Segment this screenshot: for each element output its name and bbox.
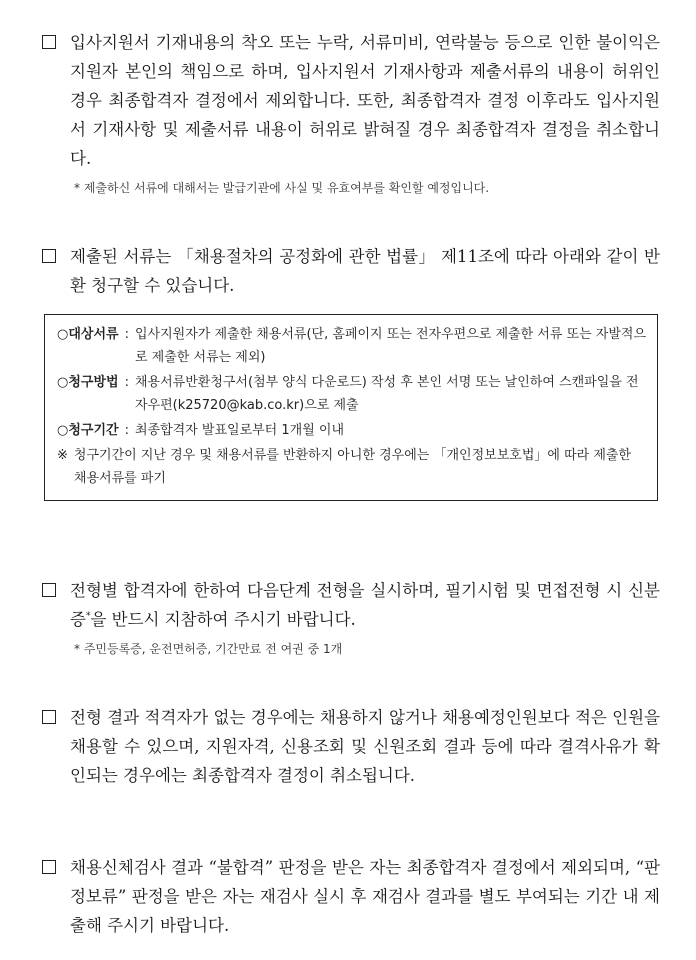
notice-paragraph (40, 28, 660, 173)
checkbox-icon (42, 860, 56, 874)
box-remark (57, 444, 647, 490)
reference-mark-icon: ※ (57, 448, 68, 463)
notice-paragraph (40, 242, 660, 300)
notice-section-3 (40, 576, 660, 657)
notice-paragraph (40, 853, 660, 940)
notice-section-5 (40, 853, 660, 940)
bullet-icon: ○ (57, 327, 69, 342)
box-row-request-method (57, 371, 647, 417)
row-separator: : (124, 375, 129, 390)
checkbox-icon (42, 710, 56, 724)
remark-text: 청구기간이 지난 경우 및 채용서류를 반환하지 아니한 경우에는 「개인정보보호법」에 따라 제출한 채용서류를 파기 (73, 448, 631, 486)
row-separator: : (124, 327, 129, 342)
notice-section-4 (40, 703, 660, 790)
notice-paragraph (40, 576, 660, 634)
document-return-info-box (44, 314, 658, 501)
notice-text-continued: 을 반드시 지참하여 주시기 바랍니다. (90, 610, 356, 629)
checkbox-icon (42, 583, 56, 597)
checkbox-icon (42, 249, 56, 263)
notice-text: 입사지원서 기재내용의 착오 또는 누락, 서류미비, 연락불능 등으로 인한 불이익은 지원자 본인의 책임으로 하며, 입사지원서 기재사항과 제출서류의 내용이 허위인 경우 최종합격자 결정에서 제외합니다. 또한, 최종합격자 결정 이후라도 입사지원서 기재사항 및 제출서류 내용이 허위로 밝혀질 경우 최종합격자 결정을 취소합니다. (70, 33, 660, 168)
box-row-target-documents (57, 323, 647, 369)
notice-section-1 (40, 28, 660, 196)
row-text: 채용서류반환청구서(첨부 양식 다운로드) 작성 후 본인 서명 또는 날인하여 스캔파일을 전자우편(k25720@kab.co.kr)으로 제출 (134, 375, 639, 413)
notice-text: 채용신체검사 결과 “불합격” 판정을 받은 자는 최종합격자 결정에서 제외되며, “판정보류” 판정을 받은 자는 재검사 실시 후 재검사 결과를 별도 부여되는 기간 내 제출해 주시기 바랍니다. (70, 858, 660, 935)
checkbox-icon (42, 35, 56, 49)
footnote-marker: * (85, 611, 91, 622)
bullet-icon: ○ (57, 375, 69, 390)
notice-text: 제출된 서류는 「채용절차의 공정화에 관한 법률」 제11조에 따라 아래와 같이 반환 청구할 수 있습니다. (70, 247, 660, 295)
notice-section-2 (40, 242, 660, 300)
box-row-request-period (57, 419, 647, 442)
row-text: 입사지원자가 제출한 채용서류(단, 홈페이지 또는 전자우편으로 제출한 서류 또는 자발적으로 제출한 서류는 제외) (134, 327, 647, 365)
notice-paragraph (40, 703, 660, 790)
footnote: * 제출하신 서류에 대해서는 발급기관에 사실 및 유효여부를 확인할 예정입니다. (74, 181, 490, 195)
bullet-icon: ○ (57, 423, 69, 438)
row-text: 최종합격자 발표일로부터 1개월 이내 (134, 423, 345, 438)
notice-text: 전형 결과 적격자가 없는 경우에는 채용하지 않거나 채용예정인원보다 적은 인원을 채용할 수 있으며, 지원자격, 신용조회 및 신원조회 결과 등에 따라 결격사유가 확인되는 경우에는 최종합격자 결정이 취소됩니다. (70, 708, 660, 785)
row-label: 청구방법 (68, 375, 119, 390)
footnote: * 주민등록증, 운전면허증, 기간만료 전 여권 중 1개 (74, 642, 343, 656)
notice-text: 전형별 합격자에 한하여 다음단계 전형을 실시하며, 필기시험 및 면접전형 시 신분증 (70, 581, 660, 629)
row-label: 대상서류 (68, 327, 119, 342)
row-separator: : (124, 423, 129, 438)
row-label: 청구기간 (68, 423, 119, 438)
